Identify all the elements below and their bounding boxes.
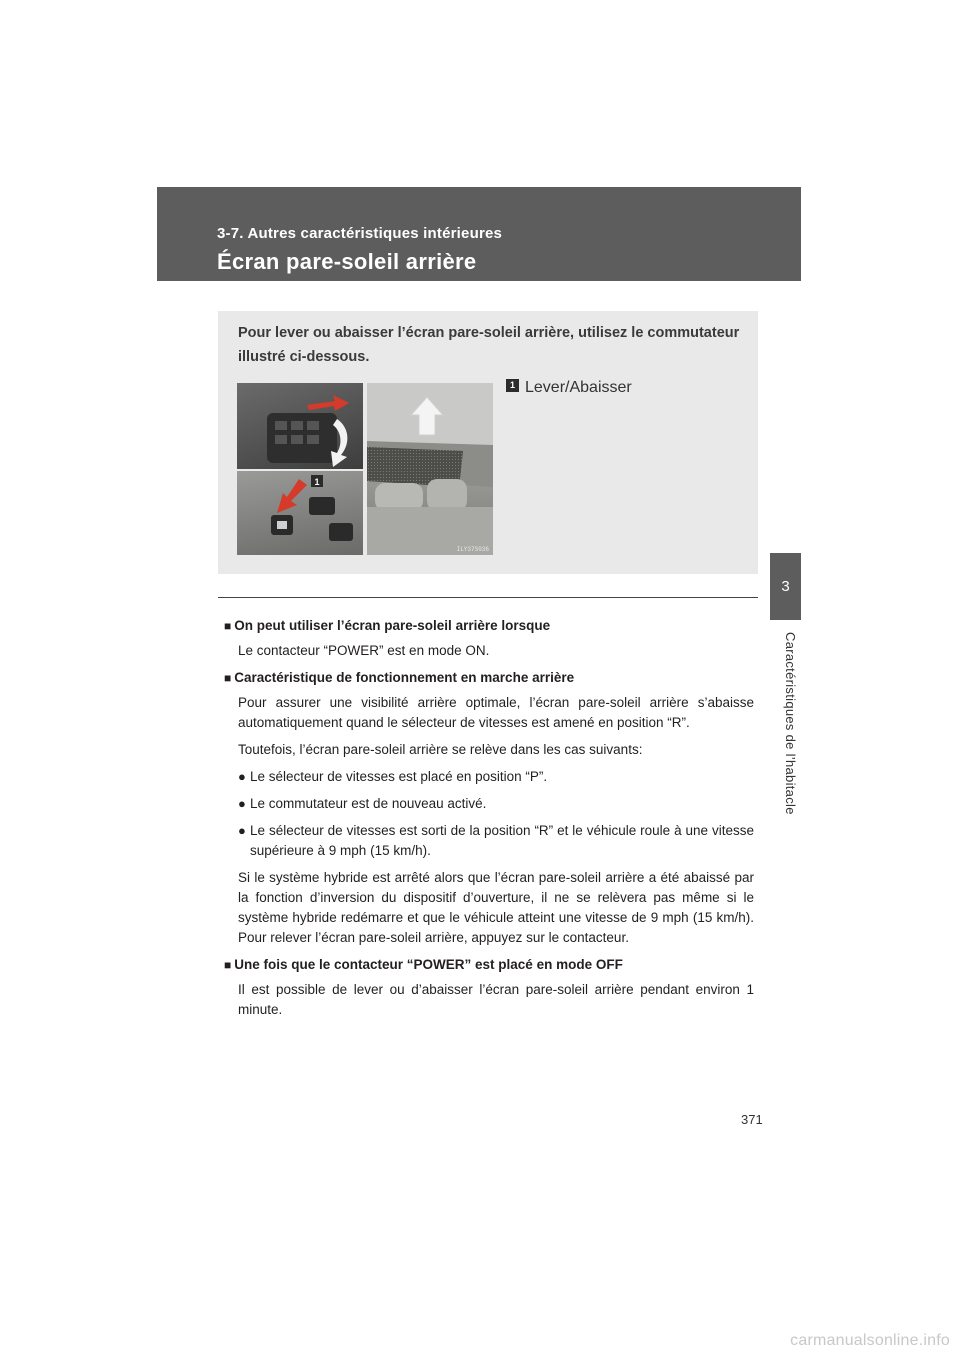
switch-panel-photo	[237, 383, 363, 469]
section-label: 3-7. Autres caractéristiques intérieures	[217, 225, 503, 242]
chapter-tab	[770, 553, 801, 620]
chapter-number: 3	[781, 578, 790, 595]
page-title: Écran pare-soleil arrière	[217, 249, 477, 274]
photo-marker: 1	[314, 477, 320, 487]
button-closeup-photo	[237, 471, 363, 555]
paragraph: Toutefois, l’écran pare-soleil arrière se relève dans les cas suivants:	[238, 742, 643, 757]
square-bullet-icon: ■	[224, 671, 232, 685]
square-bullet-icon: ■	[224, 958, 232, 972]
section-divider	[218, 597, 758, 598]
list-item: ● Le sélecteur de vitesses est placé en position “P”.	[238, 767, 754, 787]
subheading: ■ On peut utiliser l’écran pare-soleil arrière lorsque	[224, 618, 551, 633]
paragraph: Pour assurer une visibilité arrière optimale, l’écran pare-soleil arrière s’abaisse automatiquement quand le sélecteur de vitesses est amené en position “R”.	[238, 695, 754, 730]
body-content	[224, 616, 754, 1027]
section-header	[157, 187, 801, 281]
paragraph: Il est possible de lever ou d’abaisser l’écran pare-soleil arrière pendant environ 1 minute.	[238, 982, 754, 1017]
circle-bullet-icon: ●	[238, 823, 246, 838]
paragraph: Le contacteur “POWER” est en mode ON.	[238, 643, 490, 658]
square-bullet-icon: ■	[224, 619, 232, 633]
info-box	[218, 311, 758, 574]
photo-code: ILY37S036	[456, 546, 489, 553]
list-item: ● Le commutateur est de nouveau activé.	[238, 794, 754, 814]
paragraph: Si le système hybride est arrêté alors que l’écran pare-soleil arrière a été abaissé par la fonction d’inversion du dispositif d’ouverture, il ne se relèvera pas même si le système hybride redémarre et que le véhicule atteint une vitesse de 9 mph (15 km/h). Pour relever l’écran pare-soleil arrière, appuyez sur le contacteur.	[238, 870, 754, 945]
legend-number: 1	[506, 379, 519, 392]
circle-bullet-icon: ●	[238, 796, 246, 811]
legend-item	[506, 379, 632, 397]
page-number: 371	[741, 1112, 763, 1127]
circle-bullet-icon: ●	[238, 769, 246, 784]
subheading: ■ Caractéristique de fonctionnement en marche arrière	[224, 670, 575, 685]
subheading: ■ Une fois que le contacteur “POWER” est placé en mode OFF	[224, 957, 623, 972]
list-item: ● Le sélecteur de vitesses est sorti de la position “R” et le véhicule roule à une vitesse supérieure à 9 mph (15 km/h).	[238, 823, 754, 858]
watermark: carmanualsonline.info	[790, 1332, 950, 1349]
legend-label: Lever/Abaisser	[525, 379, 632, 396]
intro-text: Pour lever ou abaisser l’écran pare-soleil arrière, utilisez le commutateur illustré ci-dessous.	[238, 325, 740, 365]
chapter-label: Caractéristiques de l’habitacle	[783, 632, 798, 815]
rear-window-photo	[367, 383, 493, 555]
